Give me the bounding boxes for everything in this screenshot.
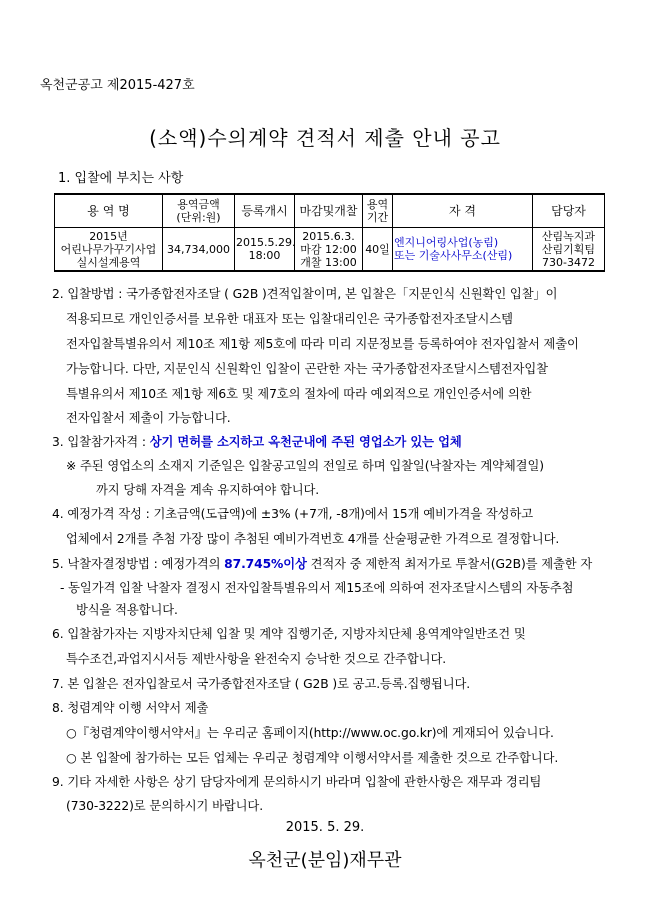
header-qualification: 자 격 [393,194,533,228]
para2-line: 적용되므로 개인인증서를 보유한 대표자 또는 입찰대리인은 국가종합전자조달시스템 [66,312,513,326]
para2-line: 2. 입찰방법 : 국가종합전자조달 ( G2B )견적입찰이며, 본 입찰은「지문인식 신원확인 입찰」이 [52,287,558,301]
para4-line: 업체에서 2개를 추첨 가장 많이 추첨된 예비가격번호 4개를 산술평균한 가격으로 결정합니다. [66,532,560,546]
header-period: 용역 기간 [363,194,393,228]
qualification-highlight: 상기 면허를 소지하고 옥천군내에 주된 영업소가 있는 업체 [149,435,462,449]
para8-line: ○ 본 입찰에 참가하는 모든 업체는 우리군 청렴계약 이행서약서를 제출한 것으로 간주합니다. [66,751,559,765]
cell-contact: 산림녹지과 산림기획팀 730-3472 [533,228,605,272]
header-deadline: 마감및개찰 [295,194,363,228]
header-contact: 담당자 [533,194,605,228]
para6-line: 6. 입찰참가자는 지방자치단체 입찰 및 계약 집행기준, 지방자치단체 용역계약일반조건 및 [52,627,526,641]
para2-line: 특별유의서 제10조 제1항 제6호 및 제7호의 절차에 따라 예외적으로 개인인증서에 의한 [66,387,532,401]
para2-line: 가능합니다. 다만, 지문인식 신원확인 입찰이 곤란한 자는 국가종합전자조달시스템전자입찰 [66,362,548,376]
cell-deadline: 2015.6.3. 마감 12:00 개찰 13:00 [295,228,363,272]
page-title: (소액)수의계약 견적서 제출 안내 공고 [149,126,501,150]
table-row [55,228,605,272]
para4-line: 4. 예정가격 작성 : 기초금액(도급액)에 ±3% (+7개, -8개)에서 15개 예비가격을 작성하고 [52,507,534,521]
para7-line: 7. 본 입찰은 전자입찰로서 국가종합전자조달 ( G2B )로 공고.등록.집행됩니다. [52,677,471,691]
para6-line: 특수조건,과업지시서등 제반사항을 완전숙지 승낙한 것으로 간주합니다. [66,652,447,666]
para3-line: 3. 입찰참가자격 : 상기 면허를 소지하고 옥천군내에 주된 영업소가 있는 업체 [52,435,462,449]
header-amount: 용역금액 (단위:원) [163,194,235,228]
cell-qualification: 엔지니어링사업(농림) 또는 기술사사무소(산림) [393,228,533,272]
notice-number: 옥천군공고 제2015-427호 [40,78,195,93]
issuer-signature: 옥천군(분임)재무관 [248,850,402,871]
para3-note: 까지 당해 자격을 계속 유지하여야 합니다. [96,483,320,497]
header-start: 등록개시 [235,194,295,228]
table-header-row [55,194,605,228]
para2-line: 전자입찰서 제출이 가능합니다. [66,411,231,425]
rate-highlight: 87.745%이상 [224,557,307,571]
para8-line: 8. 청렴계약 이행 서약서 제출 [52,701,209,715]
section-heading: 1. 입찰에 부치는 사항 [58,171,184,186]
para5-sub: 방식을 적용합니다. [76,603,178,617]
cell-period: 40일 [363,228,393,272]
bid-table [54,193,605,272]
cell-name: 2015년 어린나무가꾸기사업 실시설계용역 [55,228,163,272]
cell-start: 2015.5.29. 18:00 [235,228,295,272]
para3-note: ※ 주된 영업소의 소재지 기준일은 입찰공고일의 전일로 하며 입찰일(낙찰자는 계약체결일) [66,459,544,473]
para9-line: 9. 기타 자세한 사항은 상기 담당자에게 문의하시기 바라며 입찰에 관한사항은 재무과 경리팀 [52,775,542,789]
header-name: 용 역 명 [55,194,163,228]
para5-line: 5. 낙찰자결정방법 : 예정가격의 87.745%이상 견적자 중 제한적 최저가로 투찰서(G2B)를 제출한 자 [52,557,593,571]
notice-date: 2015. 5. 29. [285,820,365,835]
para9-line: (730-3222)로 문의하시기 바랍니다. [66,799,264,813]
para2-line: 전자입찰특별유의서 제10조 제1항 제5호에 따라 미리 지문정보를 등록하여야 전자입찰서 제출이 [66,337,579,351]
para5-sub: - 동일가격 입찰 낙찰자 결정시 전자입찰특별유의서 제15조에 의하여 전자조달시스템의 자동추첨 [60,581,574,595]
para8-line: ○『청렴계약이행서약서』는 우리군 홈페이지(http://www.oc.go.kr)에 게재되어 있습니다. [66,726,554,740]
cell-amount: 34,734,000 [163,228,235,272]
